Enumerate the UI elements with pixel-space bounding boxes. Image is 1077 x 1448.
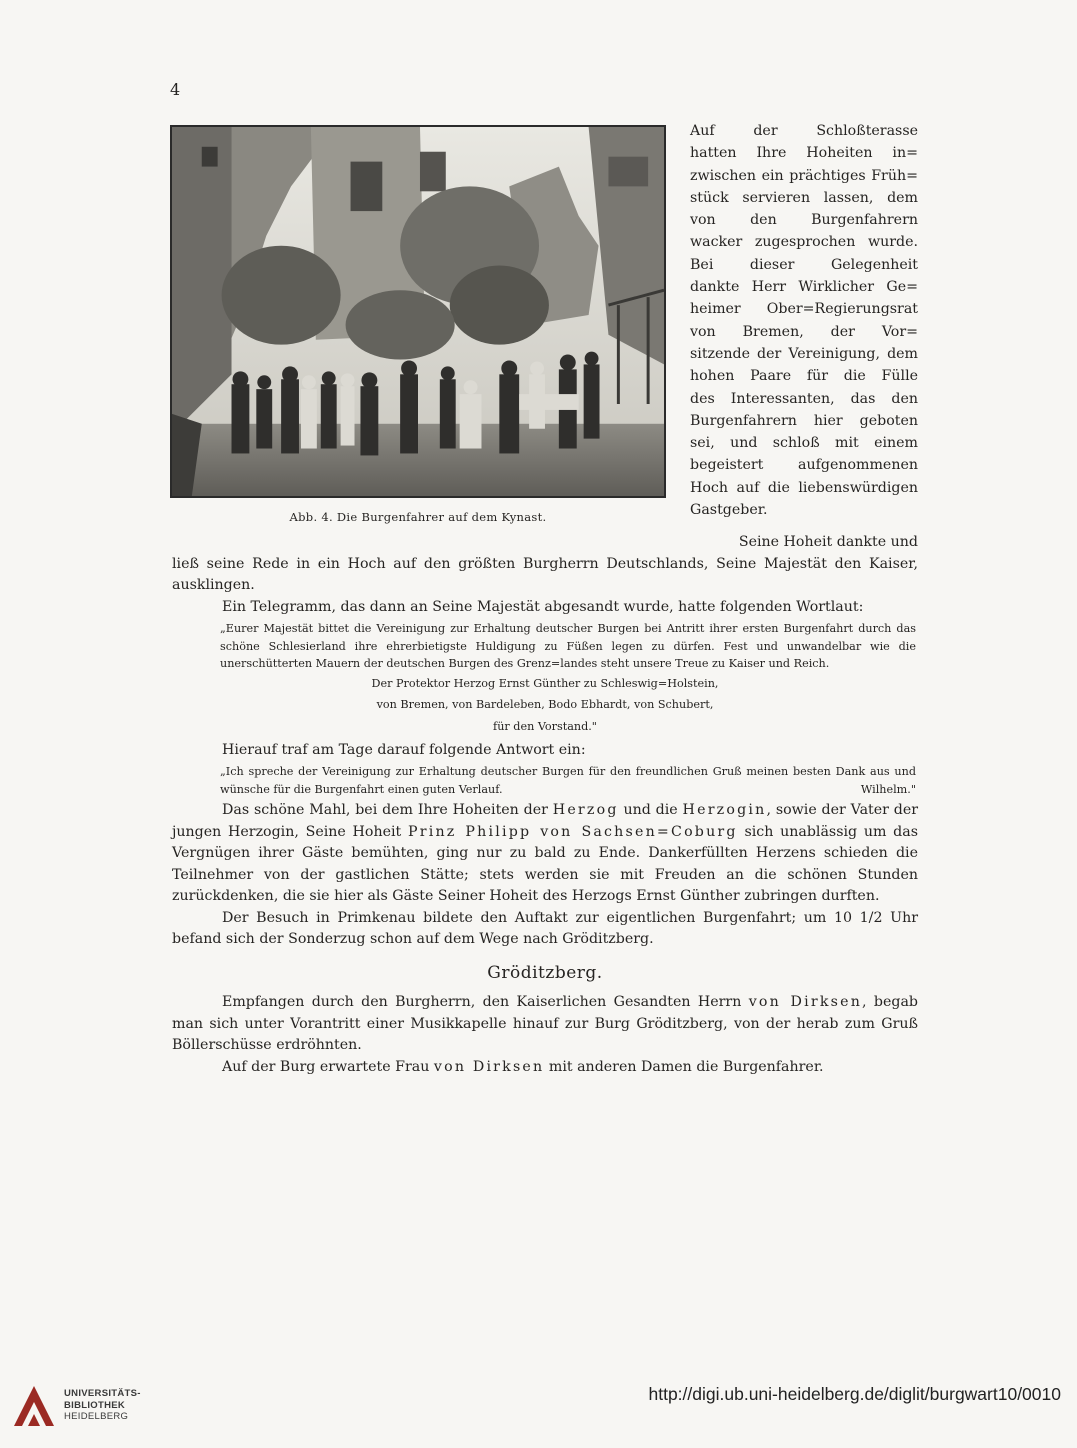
main-text <box>172 532 918 1078</box>
side-line: Hoch auf die liebenswürdigen <box>690 479 918 496</box>
library-name-line: UNIVERSITÄTS- <box>64 1388 141 1399</box>
text-run: und die <box>623 802 678 819</box>
side-line: hatten Ihre Hoheiten in= <box>690 145 918 162</box>
text-run: , begab man sich unter Vorantritt einer Musikkapelle hinauf zur Burg Gröditzberg, von der herab zum Gruß Böllerschüsse erdröhnten. <box>172 994 918 1054</box>
figure-caption: Abb. 4. Die Burgenfahrer auf dem Kynast. <box>289 510 547 524</box>
library-logo-icon <box>12 1384 56 1428</box>
side-line: des Interessanten, das den <box>690 390 918 407</box>
side-column-text <box>690 120 918 521</box>
answer-signature: Wilhelm." <box>860 782 916 796</box>
library-name-line: BIBLIOTHEK <box>64 1399 126 1411</box>
side-line: Bei dieser Gelegenheit <box>690 256 918 273</box>
page-number: 4 <box>170 80 181 99</box>
text-run: , sowie der Vater der jungen Herzogin, Seine Hoheit <box>172 802 919 840</box>
side-line: von den Burgenfahrern <box>690 212 918 229</box>
side-line: Auf der Schloßterasse <box>690 123 918 139</box>
answer-quote <box>220 763 916 798</box>
paragraph: Ein Telegramm, das dann an Seine Majestät abgesandt wurde, hatte folgenden Wortlaut: <box>222 598 864 615</box>
side-line: Burgenfahrern hier geboten <box>690 412 918 429</box>
paragraph <box>172 1057 918 1079</box>
paragraph: Hierauf traf am Tage darauf folgende Antwort ein: <box>222 741 586 758</box>
spaced-name: Herzogin <box>682 802 767 819</box>
paragraph-first-line: Seine Hoheit dankte und <box>738 534 918 550</box>
side-line: wacker zugesprochen wurde. <box>690 234 918 251</box>
side-line: Gastgeber. <box>690 502 768 519</box>
text-run: sich unablässig um das Vergnügen ihrer Gäste bemühten, ging nur zu bald zu Ende. Dankerfüllten Herzens schieden die Teilnehmer von der gastlichen Stätte; stets werden sie mit Freuden an die schönen Stunden zurückdenken, die sie hier als Gäste Seiner Hoheit des Herzogs Ernst Günther zubringen durften. <box>172 823 918 905</box>
side-line: hohen Paare für die Fülle <box>690 368 918 385</box>
spaced-name: von Dirksen <box>433 1058 545 1075</box>
text-run: Empfangen durch den Burgherrn, den Kaiserlichen Gesandten Herrn <box>222 994 742 1011</box>
side-line: stück servieren lassen, dem <box>690 189 918 206</box>
answer-text: „Ich spreche der Vereinigung zur Erhaltung deutscher Burgen für den freundlichen Gruß meinen besten Dank aus und wünsche für die Burgenfahrt einen guten Verlauf. <box>220 765 916 796</box>
source-url-link[interactable]: http://digi.ub.uni-heidelberg.de/diglit/burgwart10/0010 <box>648 1384 1061 1404</box>
paragraph <box>172 992 918 1057</box>
side-line: sei, und schloß mit einem <box>690 435 918 452</box>
paragraph <box>172 800 918 908</box>
library-name <box>64 1388 141 1423</box>
side-line: heimer Ober=Regierungsrat <box>690 301 918 318</box>
side-line: zwischen ein prächtiges Früh= <box>690 167 918 184</box>
telegram-signature: Der Protektor Herzog Ernst Günther zu Schleswig=Holstein, <box>371 676 719 690</box>
side-line: begeistert aufgenommenen <box>690 457 918 474</box>
text-run: mit anderen Damen die Burgenfahrer. <box>548 1058 824 1075</box>
text-run: Auf der Burg erwartete Frau <box>222 1058 430 1075</box>
spaced-name: von Dirksen <box>748 994 863 1011</box>
telegram-quote: „Eurer Majestät bittet die Vereinigung zur Erhaltung deutscher Burgen bei Antritt ihrer ersten Burgenfahrt durch das schöne Schlesierland ihre ehrerbietigste Huldigung zu Füßen legen zu dürfen. Fest und unwandelbar wie die unerschütterten Mauern der deutschen Burgen des Grenz=landes steht unsere Treue zu Kaiser und Reich. <box>220 622 916 671</box>
telegram-signature: für den Vorstand." <box>493 719 597 733</box>
text-run: Das schöne Mahl, bei dem Ihre Hoheiten der <box>222 802 548 819</box>
spaced-name: Herzog <box>552 802 619 819</box>
section-heading: Gröditzberg. <box>487 962 603 983</box>
side-line: dankte Herr Wirklicher Ge= <box>690 279 918 296</box>
figure-photo <box>170 125 666 498</box>
paragraph: ließ seine Rede in ein Hoch auf den größten Burgherrn Deutschlands, Seine Majestät den Kaiser, ausklingen. <box>172 555 918 593</box>
spaced-name: Prinz Philipp von Sachsen=Coburg <box>407 823 738 840</box>
castle-photo-image <box>172 127 664 496</box>
side-line: von Bremen, der Vor= <box>690 323 918 340</box>
paragraph: Der Besuch in Primkenau bildete den Auftakt zur eigentlichen Burgenfahrt; um 10 1/2 Uhr befand sich der Sonderzug schon auf dem Wege nach Gröditzberg. <box>172 909 918 948</box>
library-logo[interactable] <box>12 1384 212 1424</box>
side-line: sitzende der Vereinigung, dem <box>690 345 918 362</box>
library-name-line: HEIDELBERG <box>64 1411 129 1422</box>
telegram-signature: von Bremen, von Bardeleben, Bodo Ebhardt, von Schubert, <box>376 698 714 712</box>
